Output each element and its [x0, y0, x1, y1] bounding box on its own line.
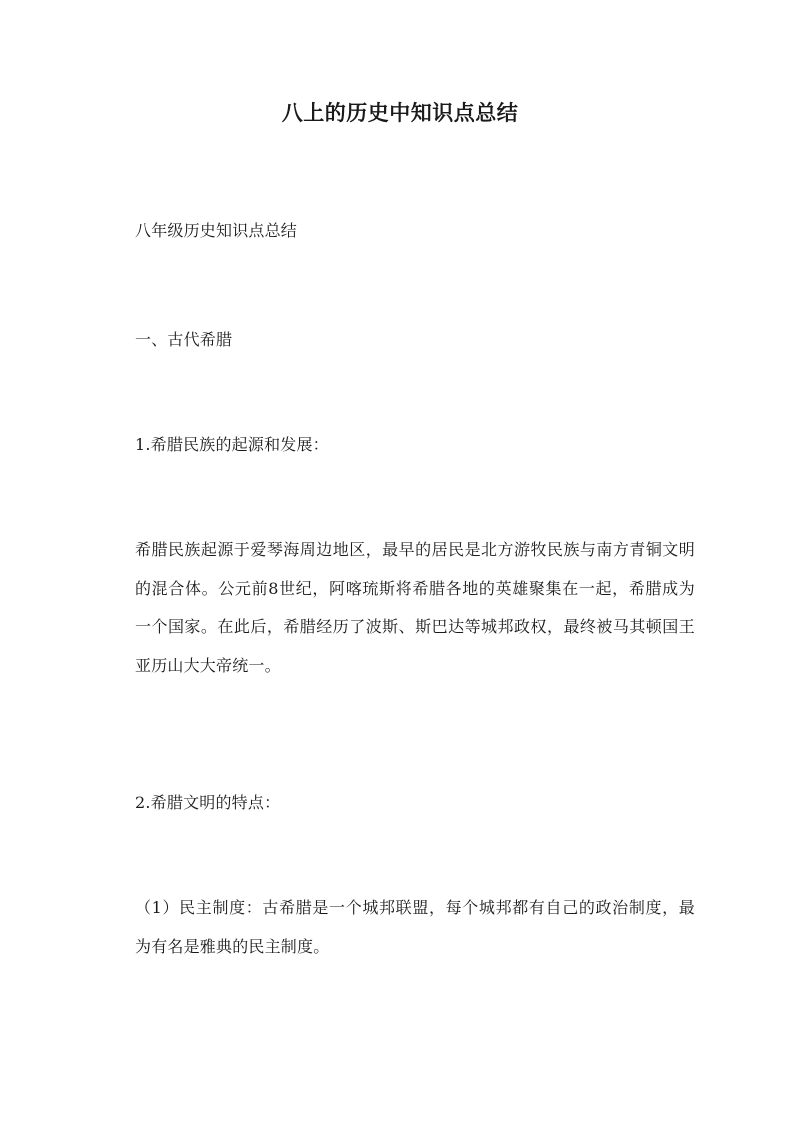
- document-title: 八上的历史中知识点总结: [281, 100, 519, 125]
- section-heading: 一、古代希腊: [135, 330, 233, 349]
- paragraph-democracy: （1）民主制度：古希腊是一个城邦联盟，每个城邦都有自己的政治制度，最为有名是雅典的民主制度。: [135, 898, 695, 956]
- paragraph-origin: 希腊民族起源于爱琴海周边地区，最早的居民是北方游牧民族与南方青铜文明的混合体。公元前8世纪，阿喀琉斯将希腊各地的英雄聚集在一起，希腊成为一个国家。在此后，希腊经历了波斯、斯巴达等城邦政权，最终被马其顿国王亚历山大大帝统一。: [135, 540, 695, 675]
- subsection-heading-origin: 1.希腊民族的起源和发展：: [135, 435, 329, 454]
- subsection-heading-features: 2.希腊文明的特点：: [135, 793, 281, 812]
- document-subtitle: 八年级历史知识点总结: [135, 221, 298, 240]
